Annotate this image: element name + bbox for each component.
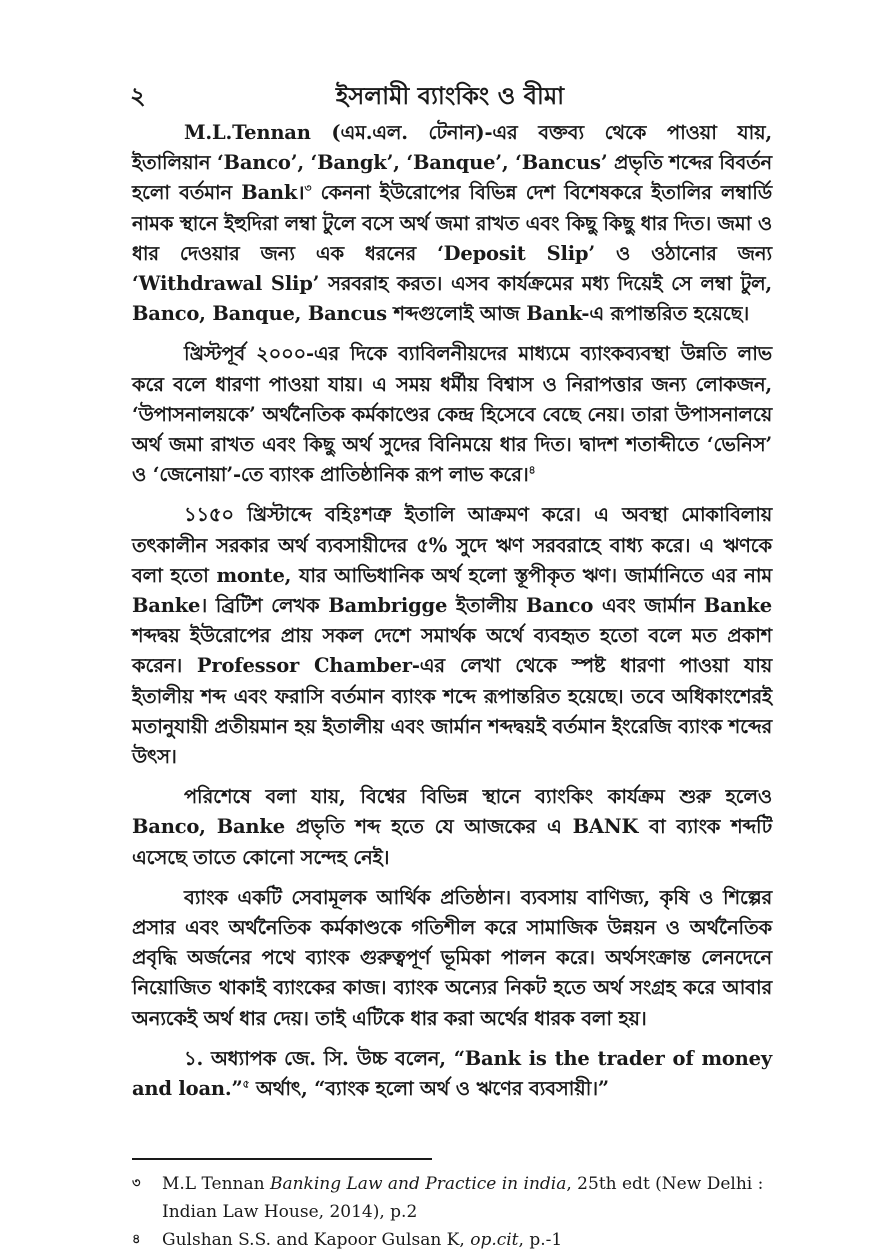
footnote-text: Gulshan S.S. and Kapoor Gulsan K, op.cit, p.-1 xyxy=(162,1230,563,1250)
running-title: ইসলামী ব্যাংকিং ও বীমা xyxy=(335,81,565,110)
page-number: ২ xyxy=(130,81,146,110)
footnote-divider xyxy=(132,1158,432,1160)
paragraph-3: ১১৫০ খ্রিস্টাব্দে বহিঃশত্রু ইতালি আক্রমণ করে। এ অবস্থা মোকাবিলায় তৎকালীন সরকার অর্থ ব্যবসায়ীদের ৫% সুদে ঋণ সরবরাহে বাধ্য করে। এ ঋণকে বলা হতো monte, যার আভিধানিক অর্থ হলো স্তূপীকৃত ঋণ। জার্মানিতে এর নাম Banke। ব্রিটিশ লেখক Bambrigge ইতালীয় Banco এবং জার্মান Banke শব্দদ্বয় ইউরোপের প্রায় সকল দেশে সমার্থক অর্থে ব্যবহৃত হতো বলে মত প্রকাশ করেন। Professor Chamber-এর লেখা থেকে স্পষ্ট ধারণা পাওয়া যায় ইতালীয় শব্দ এবং ফরাসি বর্তমান ব্যাংক শব্দে রূপান্তরিত হয়েছে। তবে অধিকাংশেরই মতানুযায়ী প্রতীয়মান হয় ইতালীয় এবং জার্মান শব্দদ্বয়ই বর্তমান ইংরেজি ব্যাংক শব্দের উৎস। xyxy=(132,503,772,769)
footnote-3 xyxy=(132,1170,772,1226)
footnote-mark: ৩ xyxy=(132,1176,141,1191)
note-ref-3: ৩ xyxy=(304,181,312,195)
paragraph-1: M.L.Tennan (এম.এল. টেনান)-এর বক্তব্য থেকে পাওয়া যায়, ইতালিয়ান ‘Banco’, ‘Bangk’, ‘Banque’, ‘Bancus’ প্রভৃতি শব্দের বিবর্তন হলো বর্তমান Bank।$^৩$ কেননা ইউরোপের বিভিন্ন দেশ বিশেষকরে ইতালির লম্বার্ডি নামক স্থানে ইহুদিরা লম্বা টুলে বসে অর্থ জমা রাখত এবং কিছু কিছু ধার দিত। জমা ও ধার দেওয়ার জন্য এক ধরনের ‘Deposit Slip’ ও ওঠানোর জন্য ‘Withdrawal Slip’ সরবরাহ করত। এসব কার্যক্রমের মধ্য দিয়েই সে লম্বা টুল, Banco, Banque, Bancus শব্দগুলোই আজ Bank-এ রূপান্তরিত হয়েছে। xyxy=(132,121,772,326)
note-ref-5: ৫ xyxy=(242,1077,250,1091)
paragraph-5: ব্যাংক একটি সেবামূলক আর্থিক প্রতিষ্ঠান। ব্যবসায় বাণিজ্য, কৃষি ও শিল্পের প্রসার এবং অর্থনৈতিক কর্মকাণ্ডকে গতিশীল করে সামাজিক উন্নয়ন ও অর্থনৈতিক প্রবৃদ্ধি অর্জনের পথে ব্যাংক গুরুত্বপূর্ণ ভূমিকা পালন করে। অর্থসংক্রান্ত লেনদেনে নিয়োজিত থাকাই ব্যাংকের কাজ। ব্যাংক অন্যের নিকট হতে অর্থ সংগ্রহ করে আবার অন্যকেই অর্থ ধার দেয়। তাই এটিকে ধার করা অর্থের ধারক বলা হয়। xyxy=(132,885,772,1030)
paragraph-6-definition: ১. অধ্যাপক জে. সি. উচ্চ বলেন, “Bank is the trader of money and loan.”$^৫$ অর্থাৎ, “ব্যাংক হলো অর্থ ও ঋণের ব্যবসায়ী।” xyxy=(132,1046,772,1101)
body-text xyxy=(132,118,772,1114)
footnote-mark: ৪ xyxy=(132,1232,141,1247)
note-ref-4: ৪ xyxy=(528,463,536,477)
footnote-text: M.L Tennan Banking Law and Practice in india, 25th edt (New Delhi : Indian Law House, 2014), p.2 xyxy=(162,1174,764,1222)
page-header xyxy=(130,78,770,112)
paragraph-4: পরিশেষে বলা যায়, বিশ্বের বিভিন্ন স্থানে ব্যাংকিং কার্যক্রম শুরু হলেও Banco, Banke প্রভৃতি শব্দ হতে যে আজকের এ BANK বা ব্যাংক শব্দটি এসেছে তাতে কোনো সন্দেহ নেই। xyxy=(132,785,772,869)
paragraph-2: খ্রিস্টপূর্ব ২০০০-এর দিকে ব্যাবিলনীয়দের মাধ্যমে ব্যাংকব্যবস্থা উন্নতি লাভ করে বলে ধারণা পাওয়া যায়। এ সময় ধর্মীয় বিশ্বাস ও নিরাপত্তার জন্য লোকজন, ‘উপাসনালয়কে’ অর্থনৈতিক কর্মকাণ্ডের কেন্দ্র হিসেবে বেছে নেয়। তারা উপাসনালয়ে অর্থ জমা রাখত এবং কিছু অর্থ সুদের বিনিময়ে ধার দিত। দ্বাদশ শতাব্দীতে ‘ভেনিস’ ও ‘জেনোয়া’-তে ব্যাংক প্রাতিষ্ঠানিক রূপ লাভ করে।$^৪$ xyxy=(132,342,772,487)
footnotes xyxy=(132,1170,772,1254)
